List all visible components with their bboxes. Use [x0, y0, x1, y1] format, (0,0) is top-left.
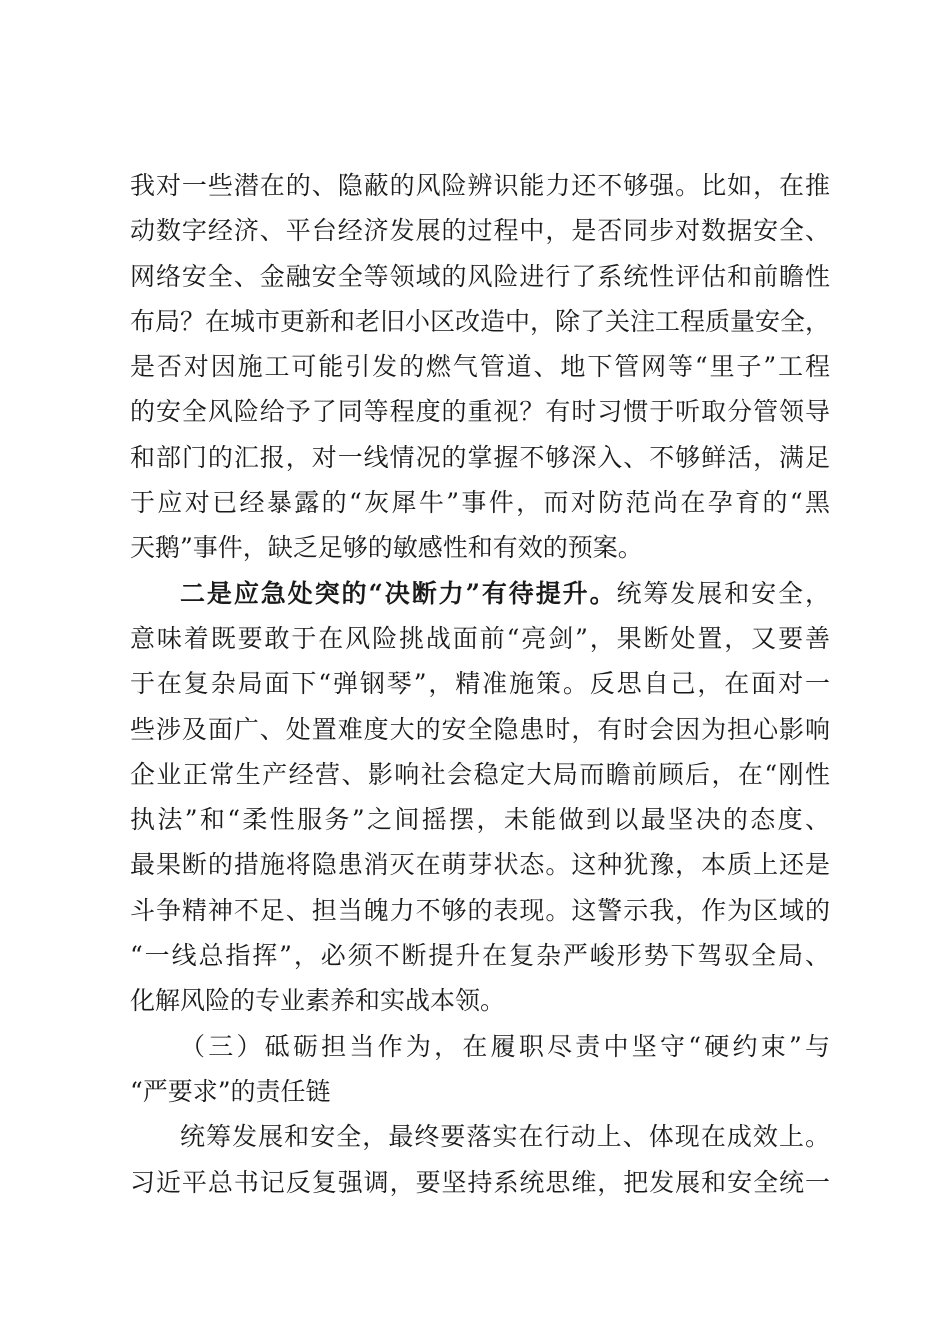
text-run: 统筹发展和安全， — [616, 578, 830, 608]
paragraph-risk-identification — [130, 163, 830, 571]
text-line: 习近平总书记反复强调，要坚持系统思维，把发展和安全统一 — [130, 1167, 830, 1197]
text-line: 的安全风险给予了同等程度的重视？有时习惯于听取分管领导 — [130, 397, 830, 427]
section-heading — [130, 1024, 830, 1115]
text-line: 于在复杂局面下“弹钢琴”，精准施策。反思自己，在面对一 — [130, 669, 830, 699]
text-line: 是否对因施工可能引发的燃气管道、地下管网等“里子”工程 — [130, 352, 830, 382]
document-body — [130, 163, 830, 1205]
text-line: “一线总指挥”，必须不断提升在复杂严峻形势下驾驭全局、 — [130, 941, 830, 971]
paragraph-first-line — [130, 571, 830, 616]
text-line: 意味着既要敢于在风险挑战面前“亮剑”，果断处置，又要善 — [130, 623, 830, 653]
text-line: 统筹发展和安全，最终要落实在行动上、体现在成效上。 — [180, 1122, 830, 1152]
paragraph-heading: 二是应急处突的“决断力”有待提升。 — [180, 578, 617, 608]
paragraph-emergency-decisiveness — [130, 571, 830, 1024]
text-line: 和部门的汇报，对一线情况的掌握不够深入、不够鲜活，满足 — [130, 442, 830, 472]
paragraph-responsibility-chain — [130, 1114, 830, 1205]
section-heading-line: “严要求”的责任链 — [130, 1076, 331, 1106]
text-line: 网络安全、金融安全等领域的风险进行了系统性评估和前瞻性 — [130, 261, 830, 291]
text-line: 化解风险的专业素养和实战本领。 — [130, 986, 506, 1016]
section-heading-line: （三）砥砺担当作为，在履职尽责中坚守“硬约束”与 — [180, 1031, 830, 1061]
text-line: 于应对已经暴露的“灰犀牛”事件，而对防范尚在孕育的“黑 — [130, 488, 830, 518]
text-line: 布局？在城市更新和老旧小区改造中，除了关注工程质量安全， — [130, 306, 831, 336]
text-line: 最果断的措施将隐患消灭在萌芽状态。这种犹豫，本质上还是 — [130, 850, 830, 880]
text-line: 些涉及面广、处置难度大的安全隐患时，有时会因为担心影响 — [130, 714, 830, 744]
text-line: 执法”和“柔性服务”之间摇摆，未能做到以最坚决的态度、 — [130, 805, 830, 835]
text-line: 动数字经济、平台经济发展的过程中，是否同步对数据安全、 — [130, 216, 830, 246]
text-line: 斗争精神不足、担当魄力不够的表现。这警示我，作为区域的 — [130, 895, 830, 925]
text-line: 企业正常生产经营、影响社会稳定大局而瞻前顾后，在“刚性 — [130, 759, 830, 789]
text-line: 天鹅”事件，缺乏足够的敏感性和有效的预案。 — [130, 533, 643, 563]
text-line: 我对一些潜在的、隐蔽的风险辨识能力还不够强。比如，在推 — [130, 171, 830, 200]
